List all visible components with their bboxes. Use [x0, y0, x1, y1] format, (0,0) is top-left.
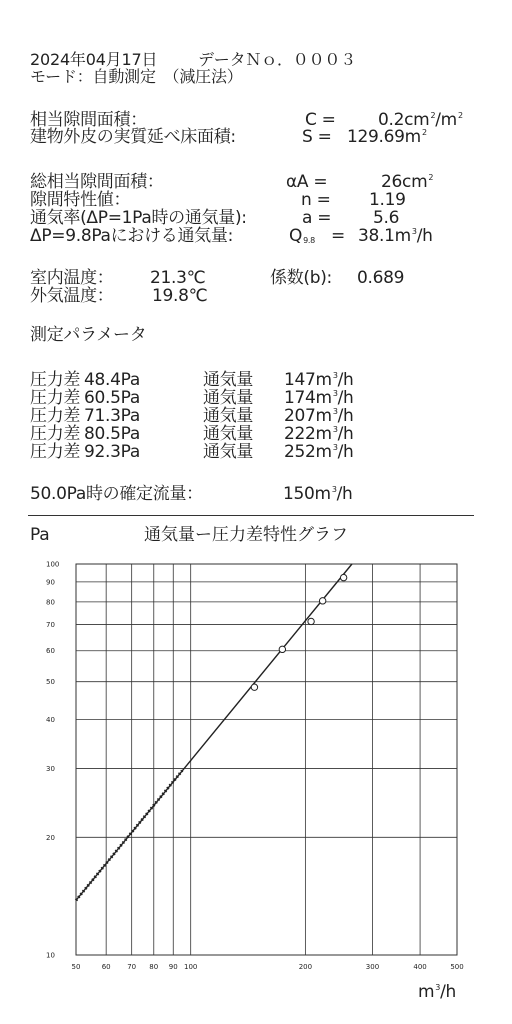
c-value-num: 0.2cm: [378, 110, 430, 130]
chart-x-unit-base: m: [418, 982, 435, 1002]
aa-sup: 2: [428, 173, 434, 182]
a-value: 5.6: [373, 208, 400, 228]
x-tick-label: 200: [298, 963, 313, 971]
param-row-flow-num: 207m: [284, 406, 332, 426]
x-tick-label: 100: [184, 963, 198, 971]
param-row-flow-sup: 3: [332, 389, 338, 398]
param-row-flow-label: 通気量: [203, 370, 254, 390]
confirmed-flow-num: 150m: [283, 484, 331, 504]
coefficient-label: 係数(b):: [270, 268, 332, 288]
n-label: 隙間特性値：: [30, 190, 131, 210]
y-tick-label: 80: [46, 598, 55, 607]
y-tick-label: 30: [46, 764, 55, 773]
param-row-flow-sup: 3: [332, 407, 338, 416]
n-value: 1.19: [369, 190, 406, 210]
data-point: [308, 618, 314, 624]
param-row-pressure: 71.3Pa: [84, 406, 140, 426]
confirmed-flow-tail: /h: [336, 484, 353, 504]
a-symbol: a =: [302, 208, 332, 228]
param-row-label: 圧力差: [30, 388, 81, 408]
chart-y-unit: Pa: [30, 525, 50, 545]
y-tick-label: 100: [46, 560, 60, 569]
x-tick-label: 300: [365, 963, 380, 971]
x-tick-label: 70: [127, 963, 137, 971]
report-date: 2024年04月17日: [30, 50, 158, 69]
param-row-flow-label: 通気量: [203, 388, 254, 408]
data-point: [340, 574, 346, 580]
y-tick-label: 50: [46, 678, 55, 687]
coefficient-value: 0.689: [357, 268, 405, 288]
param-row-flow-num: 252m: [284, 442, 332, 462]
y-tick-label: 70: [46, 621, 55, 630]
x-tick-label: 50: [71, 963, 81, 971]
n-symbol: n =: [301, 190, 331, 210]
y-tick-label: 60: [46, 647, 55, 656]
param-row-flow-num: 147m: [284, 370, 332, 390]
data-number: データＮｏ．０００３: [198, 50, 357, 69]
s-symbol: S =: [302, 127, 332, 147]
y-tick-label: 90: [46, 578, 55, 587]
param-row-label: 圧力差: [30, 406, 81, 426]
c-symbol: C =: [305, 110, 336, 130]
aa-label: 総相当隙間面積：: [30, 172, 164, 192]
s-value-num: 129.69m: [347, 127, 421, 147]
param-row-label: 圧力差: [30, 370, 81, 390]
q-symbol-sub: 9.8: [303, 236, 315, 245]
data-point: [319, 598, 325, 604]
param-row-flow-tail: /h: [337, 388, 354, 408]
param-row-pressure: 48.4Pa: [84, 370, 140, 390]
q-label: ΔP=9.8Paにおける通気量:: [30, 226, 233, 246]
param-row-flow-num: 222m: [284, 424, 332, 444]
param-row-label: 圧力差: [30, 442, 81, 462]
q-value-tail: /h: [416, 226, 433, 246]
fit-line: [76, 564, 352, 900]
q-equals: =: [331, 226, 345, 246]
x-tick-label: 60: [101, 963, 111, 971]
indoor-temp-label: 室内温度：: [30, 268, 114, 288]
x-tick-label: 90: [168, 963, 178, 971]
y-tick-label: 20: [46, 833, 55, 842]
param-row-flow-tail: /h: [337, 370, 354, 390]
x-tick-label: 80: [149, 963, 159, 971]
chart-x-unit: [418, 984, 456, 1001]
data-point: [279, 646, 285, 652]
data-point: [251, 684, 257, 690]
param-row-flow-tail: /h: [337, 406, 354, 426]
param-row-pressure: 60.5Pa: [84, 388, 140, 408]
chart-x-unit-sup: 3: [435, 983, 441, 992]
params-title: 測定パラメータ: [30, 325, 147, 345]
param-row-flow-tail: /h: [337, 424, 354, 444]
q-sup: 3: [411, 227, 417, 236]
param-row-pressure: 92.3Pa: [84, 442, 140, 462]
q-symbol-letter: Q: [289, 226, 303, 246]
param-row-flow-sup: 3: [332, 443, 338, 452]
y-tick-label: 40: [46, 716, 55, 725]
s-sup: 2: [421, 128, 427, 137]
param-row-flow-sup: 3: [332, 425, 338, 434]
param-row-flow-tail: /h: [337, 442, 354, 462]
x-tick-label: 500: [450, 963, 464, 971]
y-tick-label: 10: [46, 951, 55, 960]
c-value-tail: /m: [435, 110, 457, 130]
q-value-num: 38.1m: [358, 226, 411, 246]
outdoor-temp-label: 外気温度：: [30, 286, 114, 306]
chart-frame: [76, 564, 457, 955]
c-sup-1: 2: [430, 111, 436, 120]
param-row-flow-label: 通気量: [203, 406, 254, 426]
param-row-flow-sup: 3: [332, 371, 338, 380]
x-tick-label: 400: [413, 963, 427, 971]
param-row-label: 圧力差: [30, 424, 81, 444]
c-sup-2: 2: [457, 111, 463, 120]
indoor-temp-value: 21.3℃: [150, 268, 206, 288]
c-label: 相当隙間面積：: [30, 110, 147, 130]
param-row-pressure: 80.5Pa: [84, 424, 140, 444]
confirmed-flow-sup: 3: [331, 485, 337, 494]
param-row-flow-label: 通気量: [203, 442, 254, 462]
param-row-flow-num: 174m: [284, 388, 332, 408]
aa-value-num: 26cm: [381, 172, 428, 192]
s-label: 建物外皮の実質延べ床面積:: [30, 127, 236, 147]
chart-title: 通気量ー圧力差特性グラフ: [144, 525, 348, 545]
a-label: 通気率(ΔP=1Pa時の通気量):: [30, 208, 247, 228]
confirmed-flow-label: 50.0Pa時の確定流量：: [30, 484, 203, 504]
chart-x-unit-tail: /h: [440, 982, 456, 1002]
aa-symbol: αA =: [286, 172, 328, 192]
outdoor-temp-value: 19.8℃: [152, 286, 208, 306]
measurement-mode: モード：自動測定 （減圧法）: [30, 67, 243, 86]
param-row-flow-label: 通気量: [203, 424, 254, 444]
